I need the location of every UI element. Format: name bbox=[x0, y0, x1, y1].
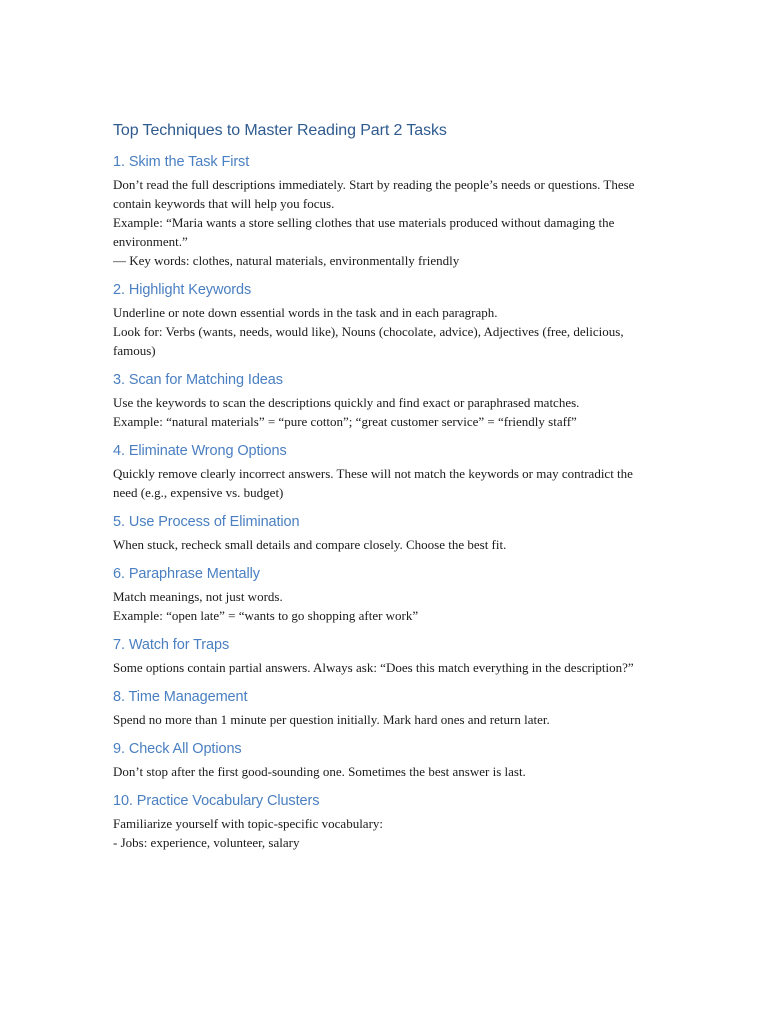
section-line: - Jobs: experience, volunteer, salary bbox=[113, 835, 300, 850]
section-heading: 6. Paraphrase Mentally bbox=[113, 566, 260, 582]
section-process-elimination bbox=[113, 514, 653, 554]
section-watch-traps bbox=[113, 637, 653, 677]
section-heading: 1. Skim the Task First bbox=[113, 154, 250, 170]
section-line: Don’t stop after the first good-sounding one. Sometimes the best answer is last. bbox=[113, 764, 526, 779]
section-line: Use the keywords to scan the descriptions quickly and find exact or paraphrased matches. bbox=[113, 395, 580, 410]
section-scan-matching bbox=[113, 372, 653, 431]
section-heading: 7. Watch for Traps bbox=[113, 637, 230, 653]
section-heading: 8. Time Management bbox=[113, 689, 248, 705]
section-line: Look for: Verbs (wants, needs, would like), Nouns (chocolate, advice), Adjectives (free, delicious, famous) bbox=[113, 324, 624, 358]
section-line: When stuck, recheck small details and compare closely. Choose the best fit. bbox=[113, 537, 507, 552]
section-eliminate-wrong bbox=[113, 443, 653, 502]
section-line: Quickly remove clearly incorrect answers. These will not match the keywords or may contradict the need (e.g., expensive vs. budget) bbox=[113, 466, 633, 500]
section-line: Don’t read the full descriptions immediately. Start by reading the people’s needs or questions. These contain keywords that will help you focus. bbox=[113, 177, 635, 211]
document-title: Top Techniques to Master Reading Part 2 Tasks bbox=[113, 122, 447, 139]
section-highlight-keywords bbox=[113, 282, 653, 360]
section-line: — Key words: clothes, natural materials, environmentally friendly bbox=[113, 253, 460, 268]
section-heading: 9. Check All Options bbox=[113, 741, 242, 757]
section-vocabulary bbox=[113, 793, 653, 852]
section-line: Underline or note down essential words in the task and in each paragraph. bbox=[113, 305, 498, 320]
section-heading: 2. Highlight Keywords bbox=[113, 282, 252, 298]
section-line: Example: “open late” = “wants to go shopping after work” bbox=[113, 608, 419, 623]
section-heading: 5. Use Process of Elimination bbox=[113, 514, 300, 530]
section-time-management bbox=[113, 689, 653, 729]
document-page bbox=[113, 122, 653, 864]
section-heading: 4. Eliminate Wrong Options bbox=[113, 443, 287, 459]
section-line: Example: “natural materials” = “pure cotton”; “great customer service” = “friendly staff” bbox=[113, 414, 577, 429]
section-line: Example: “Maria wants a store selling clothes that use materials produced without damaging the environment.” bbox=[113, 215, 615, 249]
section-line: Spend no more than 1 minute per question initially. Mark hard ones and return later. bbox=[113, 712, 550, 727]
section-skim-task bbox=[113, 154, 653, 270]
section-line: Some options contain partial answers. Always ask: “Does this match everything in the description?” bbox=[113, 660, 634, 675]
section-line: Match meanings, not just words. bbox=[113, 589, 283, 604]
section-line: Familiarize yourself with topic-specific vocabulary: bbox=[113, 816, 384, 831]
section-heading: 10. Practice Vocabulary Clusters bbox=[113, 793, 320, 809]
section-heading: 3. Scan for Matching Ideas bbox=[113, 372, 283, 388]
section-paraphrase bbox=[113, 566, 653, 625]
section-check-options bbox=[113, 741, 653, 781]
